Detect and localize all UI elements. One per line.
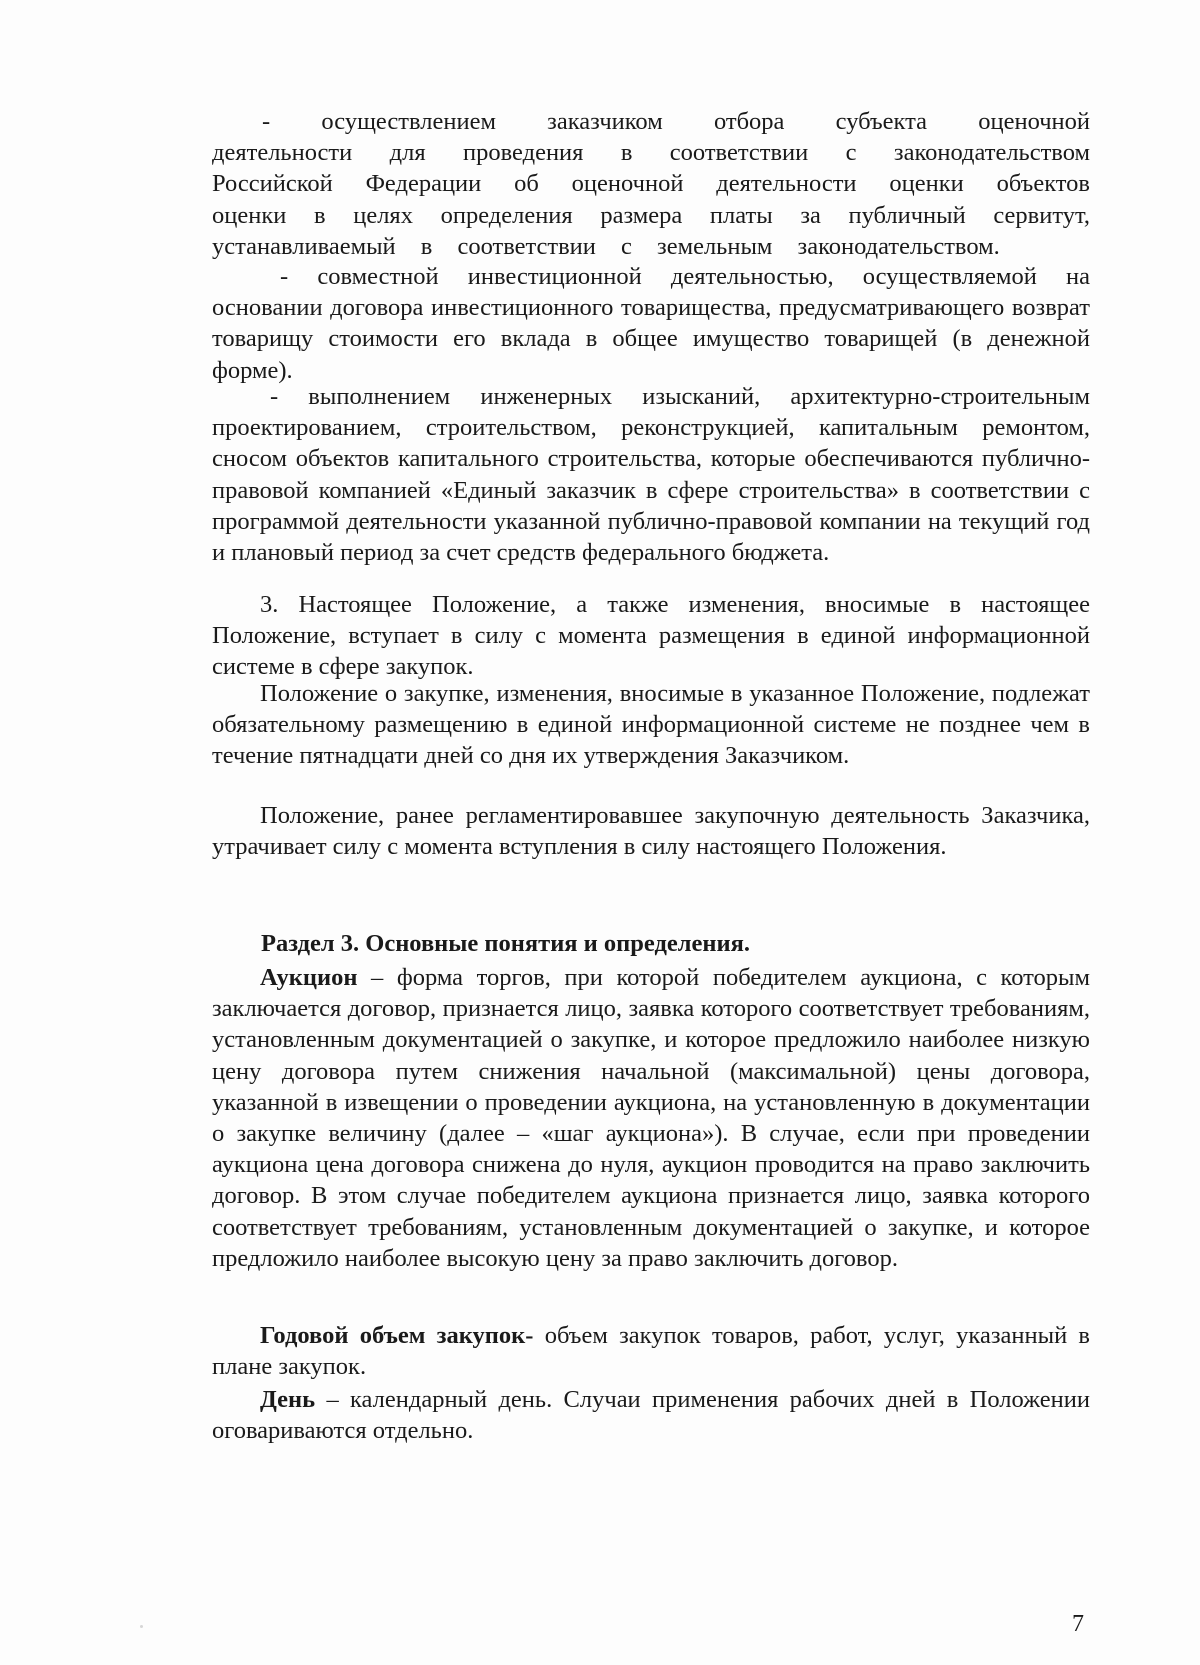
definition-day xyxy=(212,1384,1090,1446)
paragraph-effective-date xyxy=(212,589,1090,683)
definition-annual-volume xyxy=(212,1320,1090,1382)
paragraph-text: - совместной инвестиционной деятельностью, осуществляемой на основании договора инвестиционного товарищества, предусматривающего возврат товарищу стоимости его вклада в общее имущество товарищей (в денежной форме). xyxy=(212,263,1090,384)
paragraph-construction xyxy=(212,381,1090,568)
paragraph-previous-regulation xyxy=(212,800,1090,862)
section-heading-text: Раздел 3. Основные понятия и определения. xyxy=(261,930,750,957)
paragraph-text: осуществлением заказчиком отбора субъекта оценочной деятельности для проведения в соответствии с законодательством Российской Федерации об оценочной деятельности оценки объектов оценки в целях определения размера платы за публичный сервитут, устанавливаемый в соответствии с земельным законодательством. xyxy=(212,108,1090,260)
paragraph-text: 3. Настоящее Положение, а также изменения, вносимые в настоящее Положение, вступает в силу с момента размещения в единой информационной системе в сфере закупок. xyxy=(212,591,1090,681)
paragraph-text: Положение о закупке, изменения, вносимые в указанное Положение, подлежат обязательному размещению в единой информационной системе не позднее чем в течение пятнадцати дней со дня их утверждения Заказчиком. xyxy=(212,680,1090,770)
definition-auction xyxy=(212,962,1090,1274)
definition-text: – календарный день. Случаи применения рабочих дней в Положении оговариваются отдельно. xyxy=(212,1386,1090,1445)
paragraph-appraisal xyxy=(212,106,1090,262)
paragraph-text: Положение, ранее регламентировавшее закупочную деятельность Заказчика, утрачивает силу с момента вступления в силу настоящего Положения. xyxy=(212,802,1090,861)
paragraph-publication xyxy=(212,678,1090,772)
definition-text: объем закупок товаров, работ, услуг, указанный в плане закупок. xyxy=(212,1322,1090,1381)
section-heading xyxy=(261,928,1090,959)
paragraph-text: - выполнением инженерных изысканий, архитектурно-строительным проектированием, строительством, реконструкцией, капитальным ремонтом, сносом объектов капитального строительства, которые обеспечиваются публично-правовой компанией «Единый заказчик в сфере строительства» в соответствии с программой деятельности указанной публично-правовой компании на текущий год и плановый период за счет средств федерального бюджета. xyxy=(212,383,1090,567)
paragraph-investment xyxy=(212,261,1090,386)
definition-term: Годовой объем закупок- xyxy=(260,1322,534,1349)
paragraph-dash: - xyxy=(262,108,322,135)
definition-text: – форма торгов, при которой победителем аукциона, с которым заключается договор, признается лицо, заявка которого соответствует требованиям, установленным документацией о закупке, и которое предложило наиболее низкую цену договора путем снижения начальной (максимальной) цены договора, указанной в извещении о проведении аукциона, на установленную в документации о закупке величину (далее – «шаг аукциона»). В случае, если при проведении аукциона цена договора снижена до нуля, аукцион проводится на право заключить договор. В этом случае победителем аукциона признается лицо, заявка которого соответствует требованиям, установленным документацией о закупке, и которое предложило наиболее высокую цену за право заключить договор. xyxy=(212,964,1090,1272)
page-number: 7 xyxy=(1072,1611,1084,1637)
definition-term: День xyxy=(260,1386,316,1413)
definition-term: Аукцион xyxy=(260,964,358,991)
scan-artifact xyxy=(140,1625,143,1628)
